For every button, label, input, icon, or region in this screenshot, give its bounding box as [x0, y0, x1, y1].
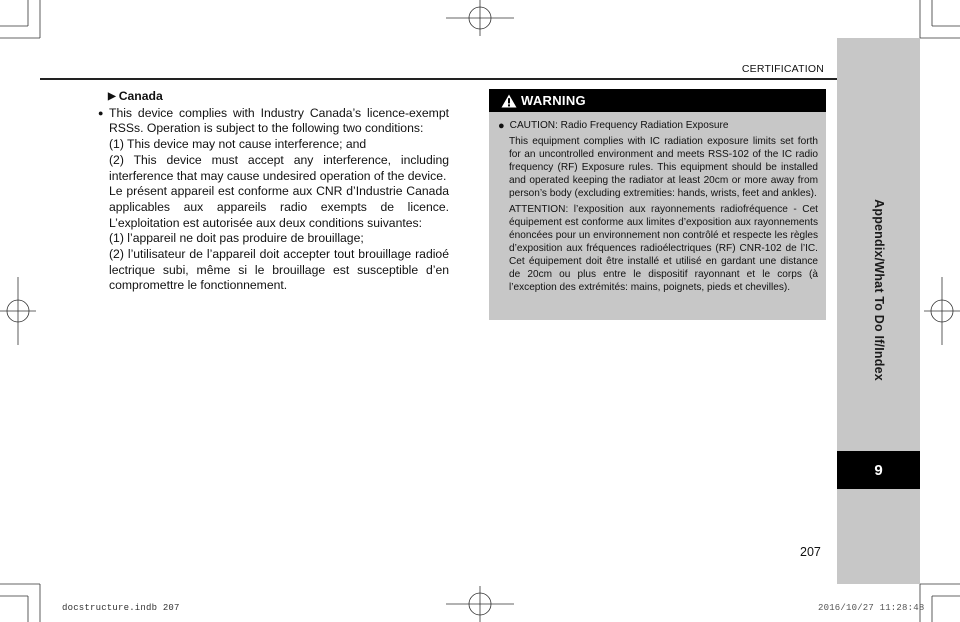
paragraph: (1) l’appareil ne doit pas produire de brouillage;: [109, 231, 364, 246]
warning-header: [489, 89, 826, 112]
paragraph: Le présent appareil est conforme aux CNR d’Industrie Canada applicables aux appareils radio exempts de licence. L’exploitation est autorisée aux deux conditions suivantes:: [109, 184, 449, 230]
bullet-icon: ●: [98, 107, 104, 118]
warning-title: WARNING: [521, 93, 586, 108]
section-heading: [108, 89, 449, 105]
warning-body: [489, 112, 826, 295]
paragraph: (2) This device must accept any interference, including interference that may cause undesired operation of the device.: [109, 152, 449, 183]
running-header: CERTIFICATION: [741, 63, 824, 75]
chapter-number-badge: 9: [837, 451, 920, 489]
warning-paragraph: ATTENTION: l’exposition aux rayonnements radiofréquence - Cet équipement est conforme aux limites d’exposition aux rayonnements énoncées pour un environnement non contrôlé et respecte les règles d’exposition aux fréquences radioélectriques (RF) CNR-102 de l’IC. Cet équipement doit être installé et utilisé en gardant une distance de 20cm ou plus entre le dispositif rayonnant et le corps (à l’exception des extrémités: mains, poignets, pieds et chevilles).: [509, 204, 818, 293]
list-item: [98, 106, 449, 294]
paragraph: (2) l’utilisateur de l’appareil doit accepter tout brouillage radioé lectrique subi, même si le brouillage est susceptible d’en compromettre le fonctionnement.: [109, 247, 449, 293]
warning-paragraph: This equipment complies with IC radiation exposure limits set forth for an uncontrolled environment and meets RSS-102 of the IC radio frequency (RF) Exposure rules. This equipment should be installed and operated keeping the radiator at least 20cm or more away from person’s body (excluding extremities: hands, wrists, feet and ankles).: [509, 135, 818, 199]
side-tab-label: Appendix/What To Do If/Index: [872, 199, 886, 381]
page-number: 207: [800, 545, 821, 559]
triangle-right-icon: ▶: [108, 91, 116, 102]
bullet-icon: ●: [498, 120, 505, 132]
bullet-body: [109, 106, 449, 294]
paragraph: This device complies with Industry Canada’s licence-exempt RSSs. Operation is subject to the following two conditions:: [109, 105, 449, 136]
section-title: Canada: [118, 89, 163, 103]
warning-icon: [501, 94, 517, 108]
paragraph: (1) This device may not cause interference; and: [109, 137, 367, 152]
caution-heading: [498, 120, 818, 133]
warning-box: [489, 89, 826, 320]
print-footer-file: docstructure.indb 207: [62, 603, 180, 613]
caution-heading-text: CAUTION: Radio Frequency Radiation Exposure: [509, 120, 729, 131]
print-footer-timestamp: 2016/10/27 11:28:48: [818, 603, 925, 613]
canada-section: [98, 89, 449, 294]
header-rule: [40, 78, 837, 80]
